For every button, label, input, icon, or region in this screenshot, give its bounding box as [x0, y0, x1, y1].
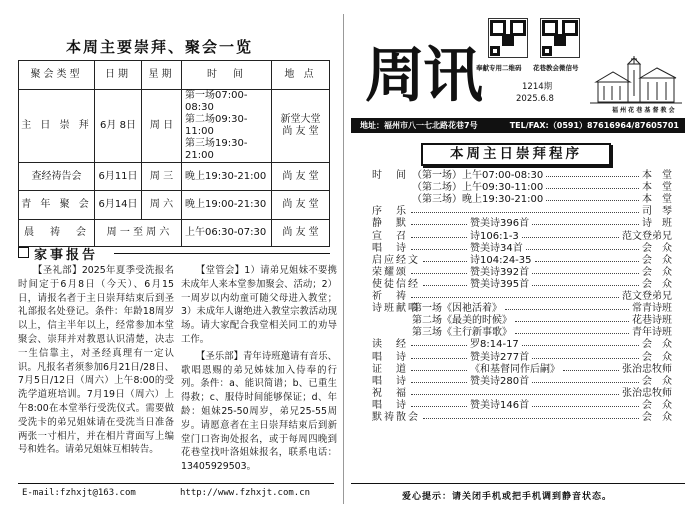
report-paragraph: 【圣礼部】2025年夏季受洗报名时间定于6月8日（今天）、6月15日，请报名者于主日崇拜结束后到圣礼部报名处登记。条件：年龄18周岁以上，信主半年以上，经常参加本堂聚会、崇拜并对教恩认识清楚，决志一生信靠主，对圣经真理有一定认识。凡报名者须参加6月21日/28日、7月5日/12日（周六）上午8:00的受洗学道班培训。7月19日（周六）上午8:00在本堂举行受洗仪式。需要做受洗卡的弟兄姐妹请在受洗当日准备两张一寸相片，并在相片背面写上编号和姓名。请弟兄姐妹互相转告。	[18, 265, 174, 456]
service-item	[372, 412, 672, 424]
cell-place: 尚 友 堂	[272, 220, 330, 247]
service-item-label: 读 经	[372, 339, 408, 351]
service-item-label: 启应经文	[372, 254, 420, 266]
dot-leader	[411, 382, 467, 383]
service-item	[372, 279, 672, 291]
service-item-content: 《和基督同作后嗣》	[470, 363, 560, 375]
col-header: 星期	[142, 61, 182, 90]
service-item	[372, 291, 672, 303]
schedule-table	[18, 60, 330, 247]
cell-date: 6月 8日	[95, 90, 142, 163]
service-item-content: 赞美诗392首	[470, 266, 530, 278]
dot-leader	[546, 200, 639, 201]
dot-leader	[423, 285, 467, 286]
time-line: 第二场09:30-11:00	[185, 114, 248, 137]
tel-fax: TEL/FAX:（0591）87616964/87605701	[509, 121, 679, 130]
cell-place	[272, 90, 330, 163]
service-item-leader: 本 堂	[642, 182, 672, 194]
service-item-content: 赞美诗34首	[470, 242, 523, 254]
dot-leader	[532, 224, 639, 225]
cell-date: 周 一 至 周 六	[95, 220, 182, 247]
dot-leader	[522, 237, 619, 238]
cell-type: 青 年 聚 会	[19, 191, 95, 220]
dot-leader	[423, 418, 639, 419]
place-line: 新堂大堂	[280, 114, 321, 125]
dot-leader	[546, 176, 639, 177]
column-divider	[343, 14, 344, 504]
service-title-box	[421, 143, 611, 166]
service-item-content: （第三场）晚上19:30-21:00	[412, 194, 544, 206]
address-bar	[351, 118, 685, 133]
service-item	[372, 182, 672, 194]
report-column-1	[18, 264, 174, 457]
col-header: 地 点	[272, 61, 330, 90]
service-item-content: 赞美诗280首	[470, 375, 530, 387]
service-item-content: 第三场《主行新事歌》	[412, 327, 512, 339]
service-item	[372, 255, 672, 267]
service-item-leader: 会 众	[642, 339, 672, 351]
service-item-leader: 会 众	[642, 412, 672, 423]
dot-leader	[522, 345, 639, 346]
service-item-leader: 本 堂	[642, 194, 672, 206]
dot-leader	[532, 285, 639, 286]
service-item-content: 罗8:14-17	[470, 339, 519, 351]
cell-type: 晨 祷 会	[19, 220, 95, 247]
service-item	[372, 364, 672, 376]
footer-rule	[18, 483, 334, 484]
dot-leader	[411, 297, 619, 298]
service-item-leader: 会 众	[642, 278, 672, 290]
service-item-leader: 本 堂	[642, 170, 672, 181]
cell-day: 周 六	[142, 191, 182, 220]
service-item-label: 时 间	[372, 170, 408, 181]
service-item	[372, 315, 672, 327]
dot-leader	[563, 370, 619, 371]
service-item-label: 唱 诗	[372, 351, 408, 363]
place-line: 尚 友 堂	[282, 126, 319, 137]
cell-date: 6月14日	[95, 191, 142, 220]
service-item-content: 赞美诗395首	[470, 278, 530, 290]
service-item-leader: 范文登弟兄	[622, 230, 672, 242]
cell-time: 上午06:30-07:30	[182, 220, 272, 247]
service-item	[372, 231, 672, 243]
service-item-content: 赞美诗396首	[470, 218, 530, 230]
service-item-leader: 花巷诗班	[632, 315, 672, 327]
square-icon	[18, 247, 29, 258]
table-row	[19, 90, 330, 163]
service-item	[372, 327, 672, 339]
report-paragraph: 【圣乐部】青年诗班邀请有音乐、歌唱恩赐的弟兄姊妹加入侍奉的行列。条件：a、能识简谱；b、已重生得救；c、服侍时间能够保证；d、年龄：姐妹25-50周岁，弟兄25-55周岁。请愿意者在主日崇拜结束后到新堂门口咨询处报名，或于每周四晚到花巷堂找叶洛姐妹报名，联系电话：13405929503。	[181, 350, 337, 473]
time-line: 第一场07:00-08:30	[185, 90, 248, 113]
service-item	[372, 388, 672, 400]
service-item-leader: 会 众	[642, 266, 672, 278]
cell-day: 周 日	[142, 90, 182, 163]
service-item-content: 第一场《因祂活着》	[412, 303, 502, 315]
cell-place: 尚 友 堂	[272, 163, 330, 191]
dot-leader	[532, 382, 639, 383]
service-item-label: 祈 祷	[372, 291, 408, 302]
dot-leader	[546, 188, 639, 189]
church-caption: 福 州 花 巷 基 督 教 会	[612, 107, 675, 114]
col-header: 时 间	[182, 61, 272, 90]
dot-leader	[411, 345, 467, 346]
service-item-label: 序 乐	[372, 206, 408, 218]
service-item-content: 第二场《最美的时候》	[412, 315, 512, 327]
service-item	[372, 267, 672, 279]
dot-leader	[526, 249, 639, 250]
email: E-mail:fzhxjt@163.com	[22, 488, 136, 498]
dot-leader	[515, 321, 629, 322]
service-item-leader: 范文登弟兄	[622, 291, 672, 302]
service-item-leader: 青年诗班	[632, 327, 672, 339]
service-item-leader: 会 众	[642, 375, 672, 387]
service-item-content: 赞美诗146首	[470, 399, 530, 411]
service-item-leader: 会 众	[642, 242, 672, 254]
service-item-content: （第一场）上午07:00-08:30	[412, 170, 544, 181]
qr2-label: 花巷教会微信号	[533, 64, 579, 72]
issue-date: 2025.6.8	[516, 94, 554, 104]
service-item-leader: 常青诗班	[632, 303, 672, 315]
cell-type: 查经祷告会	[19, 163, 95, 191]
service-item-leader: 会 众	[642, 254, 672, 266]
service-item-content: 诗106:1-3	[470, 230, 519, 242]
service-item	[372, 206, 672, 218]
cell-time: 晚上19:00-21:30	[182, 191, 272, 220]
table-row	[19, 191, 330, 220]
service-item	[372, 170, 672, 182]
dot-leader	[532, 273, 639, 274]
service-item-content: 诗104:24-35	[470, 254, 532, 266]
time-line: 第三场19:30-21:00	[185, 138, 248, 161]
service-item-label: 诗班献唱	[372, 303, 420, 315]
service-item-leader: 张治忠牧师	[622, 387, 672, 399]
dot-leader	[411, 237, 467, 238]
report-column-2	[181, 264, 337, 474]
table-row	[19, 220, 330, 247]
dot-leader	[423, 261, 467, 262]
dot-leader	[532, 358, 639, 359]
website: http://www.fzhxjt.com.cn	[180, 488, 311, 498]
service-item	[372, 243, 672, 255]
service-item-label: 使徒信经	[372, 278, 420, 290]
service-item	[372, 339, 672, 351]
service-item-leader: 会 众	[642, 399, 672, 411]
report-title: 家事报告	[34, 248, 99, 263]
service-item-content: 赞美诗277首	[470, 351, 530, 363]
service-footer-note: 爱心提示：请关闭手机或把手机调到静音状态。	[402, 492, 613, 502]
address: 地址：福州市八一七北路花巷7号	[360, 121, 478, 130]
dot-leader	[515, 333, 629, 334]
dot-leader	[411, 370, 467, 371]
col-header: 聚会类型	[19, 61, 95, 90]
cell-day: 周 三	[142, 163, 182, 191]
dot-leader	[411, 406, 467, 407]
service-item-label: 祝 福	[372, 387, 408, 399]
cell-time	[182, 90, 272, 163]
service-item-label: 唱 诗	[372, 242, 408, 254]
qr1-label: 奉献专用二维码	[476, 64, 522, 72]
service-item	[372, 352, 672, 364]
cell-type: 主 日 崇 拜	[19, 90, 95, 163]
service-item-content: （第二场）上午09:30-11:00	[412, 182, 544, 194]
table-header-row	[19, 61, 330, 90]
wechat-qr-code	[540, 18, 580, 58]
service-title: 本周主日崇拜程序	[450, 146, 582, 162]
dot-leader	[535, 261, 639, 262]
service-item	[372, 218, 672, 230]
service-item	[372, 303, 672, 315]
service-item-label: 唱 诗	[372, 375, 408, 387]
service-item	[372, 376, 672, 388]
schedule-title: 本周主要崇拜、聚会一览	[66, 38, 254, 56]
service-item-leader: 张治忠牧师	[622, 363, 672, 375]
service-item-label: 荣耀颂	[372, 266, 408, 278]
dot-leader	[532, 406, 639, 407]
dot-leader	[411, 224, 467, 225]
dot-leader	[411, 394, 619, 395]
service-item	[372, 194, 672, 206]
issue-number: 1214期	[522, 82, 553, 92]
heading-rule	[114, 253, 330, 254]
service-item-label: 唱 诗	[372, 399, 408, 411]
church-building-icon	[590, 56, 682, 106]
service-item-leader: 诗 班	[642, 218, 672, 230]
table-row	[19, 163, 330, 191]
service-item-leader: 会 众	[642, 351, 672, 363]
dot-leader	[411, 249, 467, 250]
masthead-title: 周讯	[365, 41, 481, 111]
service-item-label: 静 默	[372, 218, 408, 230]
service-footer-rule	[351, 483, 685, 484]
dot-leader	[505, 309, 629, 310]
service-item-label: 默祷散会	[372, 412, 420, 423]
service-item-label: 宣 召	[372, 230, 408, 242]
report-heading	[18, 244, 330, 262]
cell-place: 尚 友 堂	[272, 191, 330, 220]
dot-leader	[411, 273, 467, 274]
dot-leader	[411, 358, 467, 359]
col-header: 日期	[95, 61, 142, 90]
service-item	[372, 400, 672, 412]
cell-date: 6月11日	[95, 163, 142, 191]
cell-time: 晚上19:30-21:00	[182, 163, 272, 191]
donation-qr-code	[488, 18, 528, 58]
dot-leader	[411, 212, 639, 213]
service-item-leader: 司 琴	[642, 206, 672, 218]
service-item-label: 证 道	[372, 363, 408, 375]
report-paragraph: 【堂管会】1）请弟兄姐妹不要携未成年人来本堂参加聚会、活动；2）一周岁以内幼童可随父母进入教堂；3）未成年人谢绝进入教堂宗教活动现场。请大家配合我堂相关同工的劝导工作。	[181, 265, 337, 345]
